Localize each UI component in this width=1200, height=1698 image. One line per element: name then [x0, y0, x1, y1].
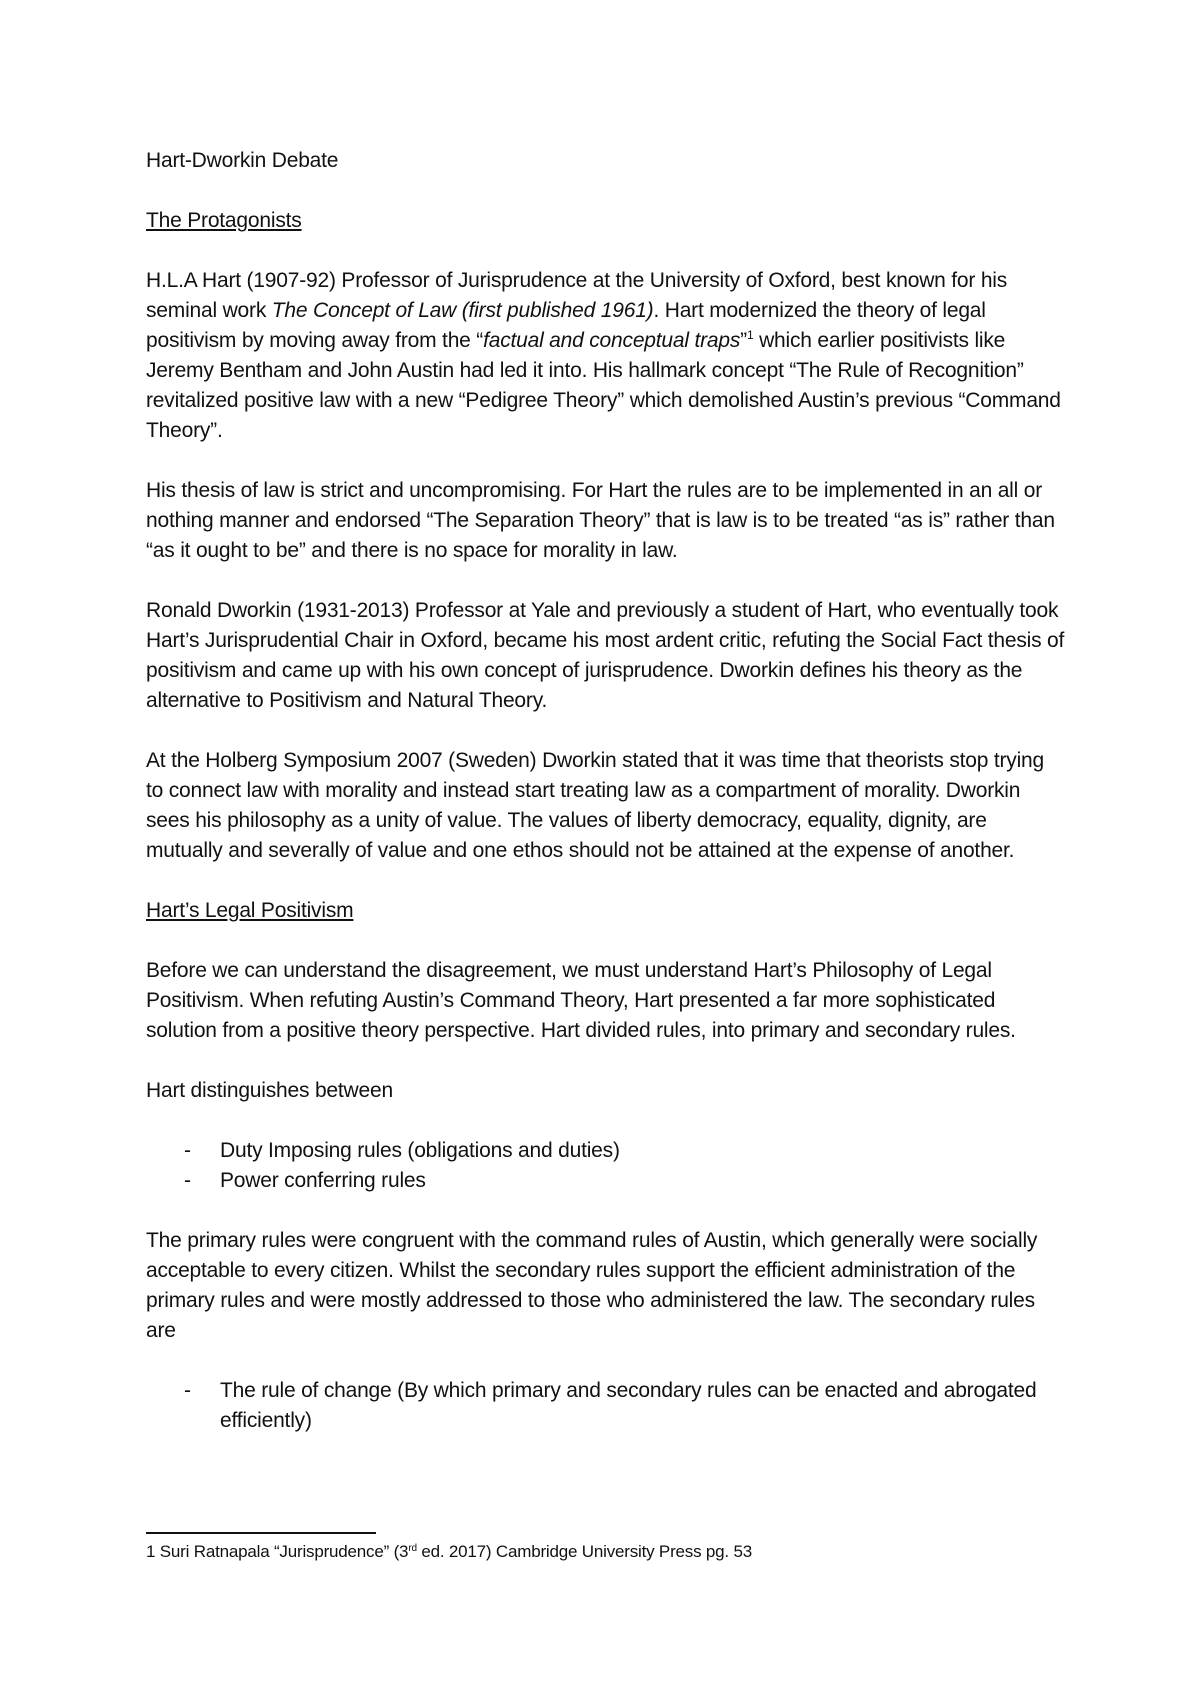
list-item-text: Duty Imposing rules (obligations and duties) — [220, 1139, 620, 1162]
hart-paragraph-text-b: . Hart modernized the theory of legal positivism by moving away from the “ — [146, 299, 986, 352]
section-heading-protagonists: The Protagonists — [146, 209, 302, 232]
document-body — [146, 146, 1066, 1466]
hart-paragraph — [146, 266, 1066, 446]
footnote-text-b: ed. 2017) Cambridge University Press pg. 53 — [416, 1542, 752, 1561]
list-dash: - — [184, 1379, 191, 1402]
footnote-text-a: Suri Ratnapala “Jurisprudence” (3 — [155, 1542, 409, 1561]
thesis-paragraph: His thesis of law is strict and uncompromising. For Hart the rules are to be implemented in an all or nothing manner and endorsed “The Separation Theory” that is law is to be treated “as is” rather than “as it ought to be” and there is no space for morality in law. — [146, 479, 1055, 562]
list-dash: - — [184, 1139, 191, 1162]
primary-rules-paragraph: The primary rules were congruent with the command rules of Austin, which generally were socially acceptable to every citizen. Whilst the secondary rules support the efficient administration of the primary rules and were mostly addressed to those who administered the law. The secondary rules are — [146, 1229, 1038, 1342]
holberg-paragraph: At the Holberg Symposium 2007 (Sweden) Dworkin stated that it was time that theorists stop trying to connect law with morality and instead start treating law as a compartment of morality. Dworkin sees his philosophy as a unity of value. The values of liberty democracy, equality, dignity, are mutually and severally of value and one ethos should not be attained at the expense of another. — [146, 749, 1045, 862]
dworkin-paragraph: Ronald Dworkin (1931-2013) Professor at Yale and previously a student of Hart, who eventually took Hart’s Jurisprudential Chair in Oxford, became his most ardent critic, refuting the Social Fact thesis of positivism and came up with his own concept of jurisprudence. Dworkin defines his theory as the alternative to Positivism and Natural Theory. — [146, 599, 1065, 712]
rule-types-list — [146, 1136, 1066, 1196]
footnote-reference[interactable]: 1 — [746, 328, 754, 342]
list-item — [146, 1136, 1066, 1166]
hart-paragraph-text-d: which earlier positivists like Jeremy Bentham and John Austin had led it into. His hallmark concept “The Rule of Recognition” revitalized positive law with a new “Pedigree Theory” which demolished Austin’s previous “Command Theory”. — [146, 329, 1061, 442]
secondary-rules-list — [146, 1376, 1066, 1436]
footnote-ordinal: rd — [408, 1543, 417, 1554]
quoted-phrase: factual and conceptual traps — [483, 329, 741, 352]
document-title: Hart-Dworkin Debate — [146, 149, 339, 172]
footnote-number: 1 — [146, 1542, 156, 1561]
list-item-text: Power conferring rules — [220, 1169, 426, 1192]
footnote-separator — [146, 1532, 376, 1534]
book-title: The Concept of Law (first published 1961) — [271, 299, 654, 322]
list-item — [146, 1376, 1066, 1436]
hart-paragraph-text-c: ” — [740, 329, 747, 352]
hart-paragraph-text-a: H.L.A Hart (1907-92) Professor of Jurisprudence at the University of Oxford, best known for his seminal work — [146, 269, 1008, 322]
legal-positivism-intro-paragraph: Before we can understand the disagreement, we must understand Hart’s Philosophy of Legal Positivism. When refuting Austin’s Command Theory, Hart presented a far more sophisticated solution from a positive theory perspective. Hart divided rules, into primary and secondary rules. — [146, 959, 1016, 1042]
section-heading-legal-positivism: Hart’s Legal Positivism — [146, 899, 354, 922]
distinguishes-line: Hart distinguishes between — [146, 1079, 393, 1102]
list-item-text: The rule of change (By which primary and secondary rules can be enacted and abrogated efficiently) — [220, 1379, 1037, 1432]
list-dash: - — [184, 1169, 191, 1192]
list-item — [146, 1166, 1066, 1196]
footnote — [146, 1541, 1066, 1563]
